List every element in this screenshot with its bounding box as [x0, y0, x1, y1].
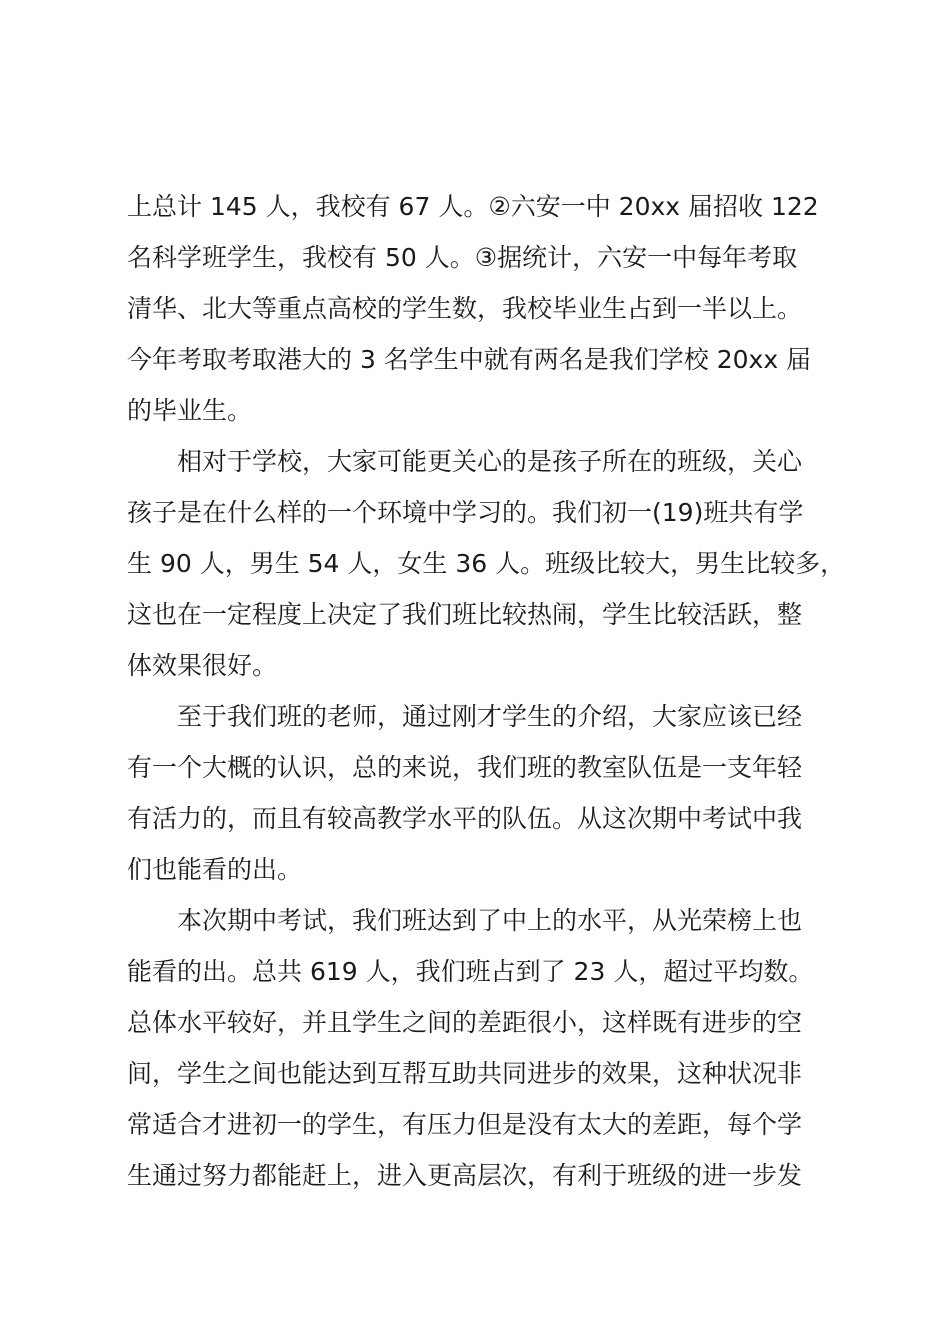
- text-line: 这也在一定程度上决定了我们班比较热闹，学生比较活跃，整: [127, 600, 803, 629]
- text-line: 生通过努力都能赶上，进入更高层次，有利于班级的进一步发: [127, 1161, 803, 1190]
- text-line: 总体水平较好，并且学生之间的差距很小，这样既有进步的空: [127, 1008, 803, 1037]
- text-line: 间，学生之间也能达到互帮互助共同进步的效果，这种状况非: [127, 1059, 803, 1088]
- text-line: 体效果很好。: [127, 651, 278, 680]
- text-line: 的毕业生。: [127, 396, 253, 425]
- text-line: 今年考取考取港大的 3 名学生中就有两名是我们学校 20xx 届: [127, 345, 812, 374]
- text-line: 上总计 145 人，我校有 67 人。②六安一中 20xx 届招收 122: [127, 192, 819, 221]
- paragraph-start-line: 相对于学校，大家可能更关心的是孩子所在的班级，关心: [177, 447, 803, 476]
- paragraph-start-line: 本次期中考试，我们班达到了中上的水平，从光荣榜上也: [177, 906, 803, 935]
- text-line: 们也能看的出。: [127, 855, 303, 884]
- text-line: 清华、北大等重点高校的学生数，我校毕业生占到一半以上。: [127, 294, 803, 323]
- paragraph-start-line: 至于我们班的老师，通过刚才学生的介绍，大家应该已经: [177, 702, 803, 731]
- text-line: 有一个大概的认识，总的来说，我们班的教室队伍是一支年轻: [127, 753, 803, 782]
- text-line: 常适合才进初一的学生，有压力但是没有太大的差距，每个学: [127, 1110, 803, 1139]
- document-body: [127, 181, 847, 1201]
- text-line: 能看的出。总共 619 人，我们班占到了 23 人，超过平均数。: [127, 957, 814, 986]
- text-line: 名科学班学生，我校有 50 人。③据统计，六安一中每年考取: [127, 243, 798, 272]
- text-line: 孩子是在什么样的一个环境中学习的。我们初一(19)班共有学: [127, 498, 804, 527]
- text-line: 生 90 人，男生 54 人，女生 36 人。班级比较大，男生比较多，: [127, 549, 846, 578]
- text-line: 有活力的，而且有较高教学水平的队伍。从这次期中考试中我: [127, 804, 803, 833]
